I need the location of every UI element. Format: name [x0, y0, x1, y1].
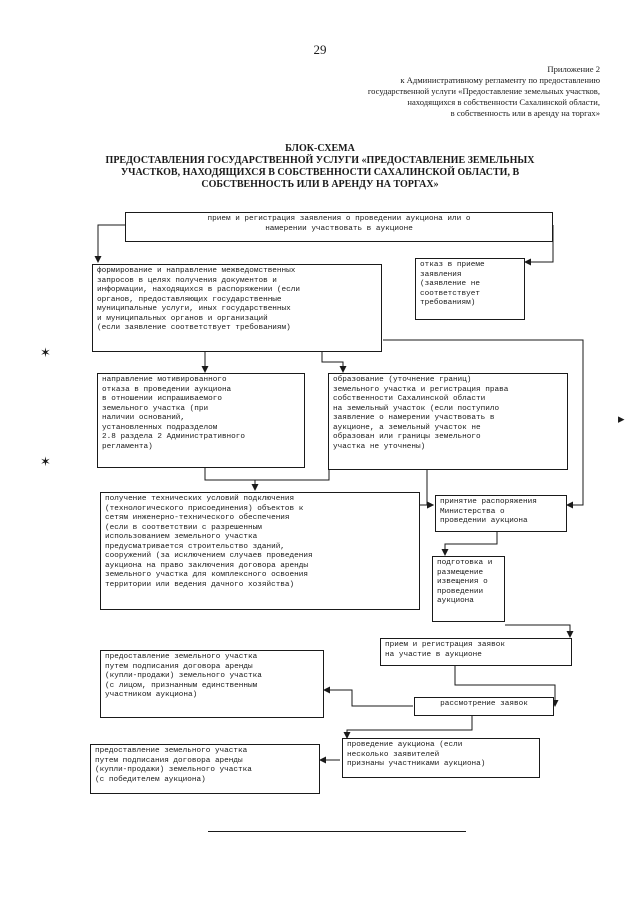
box-technical-conditions: получение технических условий подключения (технологического присоединения) объектов к сетям инженерно-технического обеспечения (если в соответствии с разрешенным использованием земельного участка предусматривается строительство зданий, сооружений (за исключением случаев проведения аукциона на право заключения договора аренды земельного участка для комплексного освоения территории или ведения дачного хозяйства) — [100, 492, 420, 610]
appendix-line: к Административному регламенту по предоставлению — [400, 75, 600, 85]
scan-mark-icon: ✶ — [40, 346, 51, 361]
box-bid-registration: прием и регистрация заявок на участие в аукционе — [380, 638, 572, 666]
box-bid-review: рассмотрение заявок — [414, 697, 554, 716]
appendix-line: в собственность или в аренду на торгах» — [450, 108, 600, 118]
box-interagency-requests: формирование и направление межведомственных запросов в целях получения документов и информации, находящихся в распоряжении (если органов, предоставляющих государственные муниципальные услуги, иных государственных и муниципальных органов и организаций (если заявление соответствует требованиям) — [92, 264, 382, 352]
heading-line: БЛОК-СХЕМА — [285, 143, 355, 154]
box-application-refusal: отказ в приеме заявления (заявление не соответствует требованиям) — [415, 258, 525, 320]
arrow-b1-to-b2 — [98, 225, 125, 262]
heading-line: СОБСТВЕННОСТЬ ИЛИ В АРЕНДУ НА ТОРГАХ» — [201, 179, 439, 190]
arrow-b11-to-b10 — [324, 690, 413, 706]
heading-line: ПРЕДОСТАВЛЕНИЯ ГОСУДАРСТВЕННОЙ УСЛУГИ «ПРЕДОСТАВЛЕНИЕ ЗЕМЕЛЬНЫХ — [105, 155, 535, 166]
arrow-b7-to-b8 — [445, 532, 497, 555]
appendix-title: Приложение 2 — [547, 64, 600, 74]
arrow-b5-to-b6 — [255, 470, 329, 480]
box-contract-winner: предоставление земельного участка путем подписания договора аренды (купли-продажи) земельного участка (с победителем аукциона) — [90, 744, 320, 794]
footer-rule — [208, 831, 466, 832]
scan-mark-icon: ✶ — [40, 455, 51, 470]
appendix-line: находящихся в собственности Сахалинской области, — [407, 97, 600, 107]
scan-mark-icon: ▸ — [618, 412, 625, 427]
box-auction-refusal: направление мотивированного отказа в проведении аукциона в отношении испрашиваемого земельного участка (при наличии оснований, установленных подразделом 2.8 раздела 2 Административного регламента) — [97, 373, 305, 468]
box-application-intake: прием и регистрация заявления о проведении аукциона или о намерении участвовать в аукционе — [125, 212, 553, 242]
arrow-b5-to-b7 — [427, 470, 433, 505]
box-ministry-order: принятие распоряжения Министерства о проведении аукциона — [435, 495, 567, 532]
box-contract-single-participant: предоставление земельного участка путем подписания договора аренды (купли-продажи) земельного участка (с лицом, признанным единственным участником аукциона) — [100, 650, 324, 718]
heading-line: УЧАСТКОВ, НАХОДЯЩИХСЯ В СОБСТВЕННОСТИ САХАЛИНСКОЙ ОБЛАСТИ, В — [120, 167, 520, 178]
arrow-b4-to-b6 — [205, 468, 255, 490]
arrow-b8-to-b9 — [505, 625, 570, 637]
box-plot-formation: образование (уточнение границ) земельного участка и регистрация права собственности Сахалинской области на земельный участок (если поступило заявление о намерении участвовать в аукционе, а земельный участок не образован или границы земельного участка не уточнены) — [328, 373, 568, 470]
box-auction-holding: проведение аукциона (если несколько заявителей признаны участниками аукциона) — [342, 738, 540, 778]
page-number: 29 — [313, 42, 327, 57]
arrow-b2-to-b5 — [322, 352, 343, 372]
box-auction-notice: подготовка и размещение извещения о проведении аукциона — [432, 556, 505, 622]
appendix-line: государственной услуги «Предоставление земельных участков, — [367, 86, 600, 96]
arrow-b11-to-b12 — [347, 716, 472, 738]
